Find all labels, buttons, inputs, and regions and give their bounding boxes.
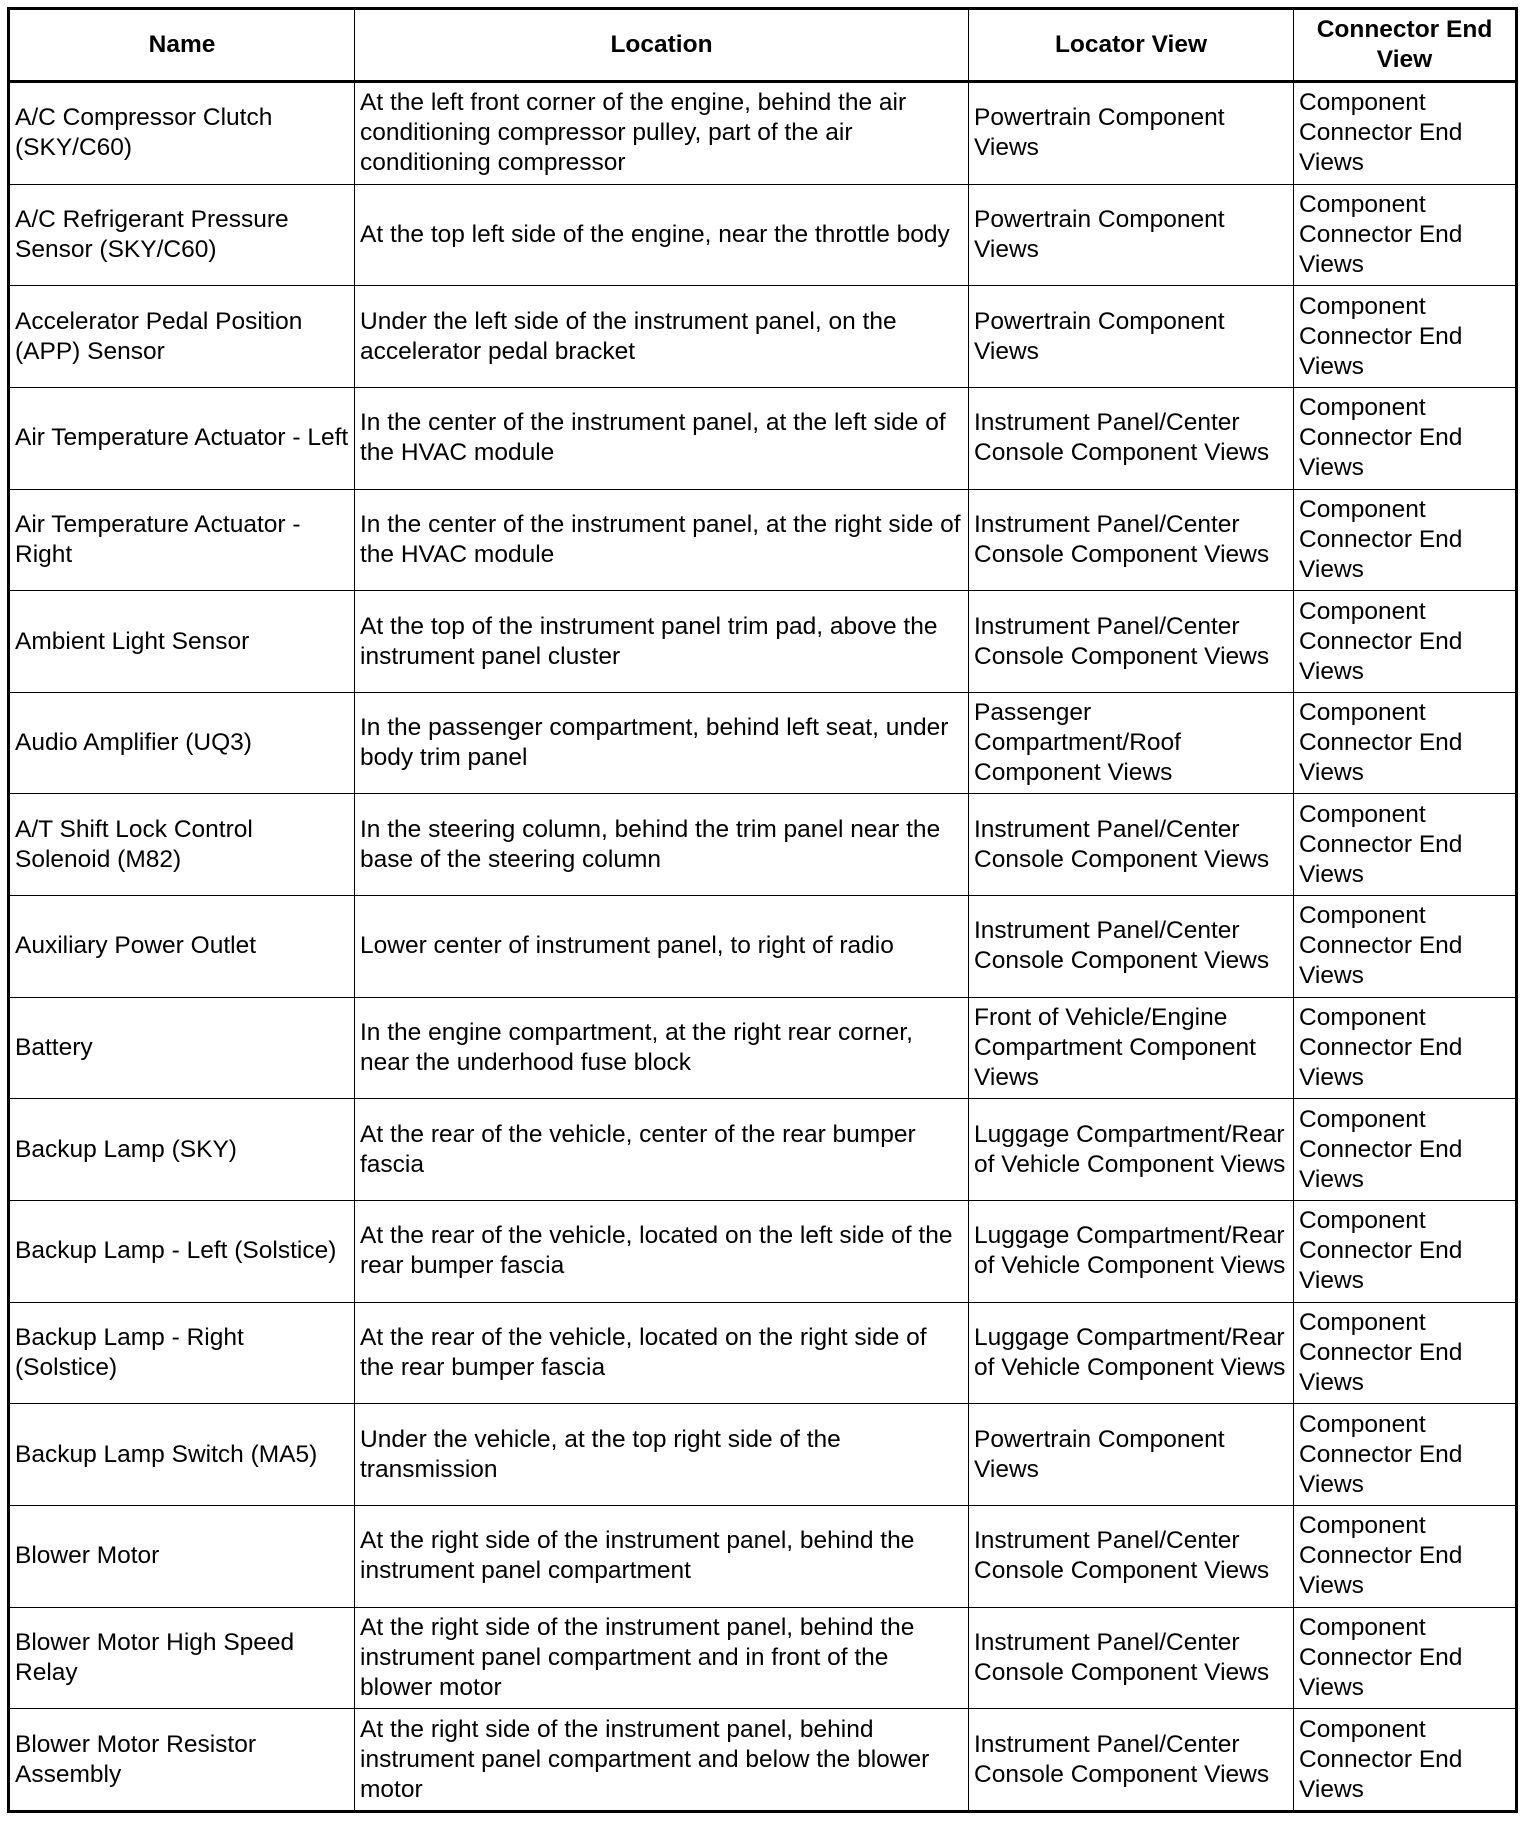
cell-name: Backup Lamp - Left (Solstice) [9, 1201, 355, 1303]
cell-location: In the center of the instrument panel, at the right side of the HVAC module [355, 489, 969, 591]
cell-location: Under the left side of the instrument panel, on the accelerator pedal bracket [355, 286, 969, 388]
cell-locator-view: Passenger Compartment/Roof Component Views [969, 692, 1294, 794]
table-row [9, 1607, 1517, 1709]
cell-location: At the rear of the vehicle, located on the left side of the rear bumper fascia [355, 1201, 969, 1303]
component-locator-table [7, 7, 1518, 1813]
cell-name: Backup Lamp Switch (MA5) [9, 1404, 355, 1506]
cell-locator-view: Front of Vehicle/Engine Compartment Component Views [969, 997, 1294, 1099]
cell-locator-view: Instrument Panel/Center Console Component Views [969, 1505, 1294, 1607]
cell-connector-end-view: Component Connector End Views [1294, 692, 1517, 794]
cell-connector-end-view: Component Connector End Views [1294, 184, 1517, 286]
cell-locator-view: Instrument Panel/Center Console Component Views [969, 1607, 1294, 1709]
cell-connector-end-view: Component Connector End Views [1294, 896, 1517, 998]
cell-name: A/C Compressor Clutch (SKY/C60) [9, 82, 355, 185]
cell-connector-end-view: Component Connector End Views [1294, 591, 1517, 693]
cell-name: Blower Motor High Speed Relay [9, 1607, 355, 1709]
cell-location: In the passenger compartment, behind left seat, under body trim panel [355, 692, 969, 794]
cell-connector-end-view: Component Connector End Views [1294, 794, 1517, 896]
cell-locator-view: Instrument Panel/Center Console Component Views [969, 489, 1294, 591]
table-row [9, 692, 1517, 794]
table-row [9, 1709, 1517, 1812]
cell-locator-view: Luggage Compartment/Rear of Vehicle Component Views [969, 1302, 1294, 1404]
cell-name: A/C Refrigerant Pressure Sensor (SKY/C60) [9, 184, 355, 286]
table-row [9, 1404, 1517, 1506]
cell-connector-end-view: Component Connector End Views [1294, 1201, 1517, 1303]
table-header [9, 9, 1517, 82]
table-row [9, 1505, 1517, 1607]
table-row [9, 82, 1517, 185]
table-body [9, 82, 1517, 1812]
header-location: Location [355, 9, 969, 82]
cell-location: Under the vehicle, at the top right side of the transmission [355, 1404, 969, 1506]
cell-locator-view: Luggage Compartment/Rear of Vehicle Component Views [969, 1201, 1294, 1303]
cell-location: In the engine compartment, at the right rear corner, near the underhood fuse block [355, 997, 969, 1099]
cell-connector-end-view: Component Connector End Views [1294, 1607, 1517, 1709]
cell-locator-view: Powertrain Component Views [969, 1404, 1294, 1506]
cell-location: At the rear of the vehicle, located on the right side of the rear bumper fascia [355, 1302, 969, 1404]
table-row [9, 184, 1517, 286]
table-row [9, 1201, 1517, 1303]
cell-locator-view: Instrument Panel/Center Console Component Views [969, 591, 1294, 693]
cell-locator-view: Instrument Panel/Center Console Component Views [969, 387, 1294, 489]
cell-location: In the center of the instrument panel, at the left side of the HVAC module [355, 387, 969, 489]
table-row [9, 794, 1517, 896]
cell-name: Battery [9, 997, 355, 1099]
cell-locator-view: Instrument Panel/Center Console Component Views [969, 896, 1294, 998]
cell-location: Lower center of instrument panel, to right of radio [355, 896, 969, 998]
cell-connector-end-view: Component Connector End Views [1294, 489, 1517, 591]
cell-locator-view: Powertrain Component Views [969, 82, 1294, 185]
cell-name: Audio Amplifier (UQ3) [9, 692, 355, 794]
table-row [9, 1099, 1517, 1201]
cell-location: At the rear of the vehicle, center of the rear bumper fascia [355, 1099, 969, 1201]
cell-connector-end-view: Component Connector End Views [1294, 387, 1517, 489]
cell-locator-view: Instrument Panel/Center Console Component Views [969, 794, 1294, 896]
cell-connector-end-view: Component Connector End Views [1294, 1709, 1517, 1812]
cell-locator-view: Instrument Panel/Center Console Component Views [969, 1709, 1294, 1812]
cell-location: In the steering column, behind the trim panel near the base of the steering column [355, 794, 969, 896]
cell-name: Accelerator Pedal Position (APP) Sensor [9, 286, 355, 388]
cell-connector-end-view: Component Connector End Views [1294, 1302, 1517, 1404]
header-locator-view: Locator View [969, 9, 1294, 82]
cell-connector-end-view: Component Connector End Views [1294, 997, 1517, 1099]
cell-location: At the top left side of the engine, near the throttle body [355, 184, 969, 286]
header-name: Name [9, 9, 355, 82]
cell-location: At the left front corner of the engine, behind the air conditioning compressor pulley, part of the air conditioning compressor [355, 82, 969, 185]
cell-connector-end-view: Component Connector End Views [1294, 82, 1517, 185]
table-row [9, 1302, 1517, 1404]
table-row [9, 896, 1517, 998]
cell-name: Blower Motor Resistor Assembly [9, 1709, 355, 1812]
cell-name: Blower Motor [9, 1505, 355, 1607]
cell-name: Auxiliary Power Outlet [9, 896, 355, 998]
cell-locator-view: Powertrain Component Views [969, 184, 1294, 286]
header-connector-end-view: Connector End View [1294, 9, 1517, 82]
table-row [9, 591, 1517, 693]
cell-name: Air Temperature Actuator - Left [9, 387, 355, 489]
cell-connector-end-view: Component Connector End Views [1294, 286, 1517, 388]
cell-connector-end-view: Component Connector End Views [1294, 1404, 1517, 1506]
table-row [9, 286, 1517, 388]
cell-name: A/T Shift Lock Control Solenoid (M82) [9, 794, 355, 896]
cell-name: Backup Lamp (SKY) [9, 1099, 355, 1201]
cell-location: At the top of the instrument panel trim pad, above the instrument panel cluster [355, 591, 969, 693]
cell-location: At the right side of the instrument panel, behind the instrument panel compartment and in front of the blower motor [355, 1607, 969, 1709]
cell-name: Air Temperature Actuator - Right [9, 489, 355, 591]
table-row [9, 489, 1517, 591]
header-row [9, 9, 1517, 82]
cell-name: Backup Lamp - Right (Solstice) [9, 1302, 355, 1404]
cell-locator-view: Powertrain Component Views [969, 286, 1294, 388]
cell-location: At the right side of the instrument panel, behind instrument panel compartment and below the blower motor [355, 1709, 969, 1812]
table-row [9, 387, 1517, 489]
cell-name: Ambient Light Sensor [9, 591, 355, 693]
cell-connector-end-view: Component Connector End Views [1294, 1505, 1517, 1607]
cell-location: At the right side of the instrument panel, behind the instrument panel compartment [355, 1505, 969, 1607]
cell-connector-end-view: Component Connector End Views [1294, 1099, 1517, 1201]
table-row [9, 997, 1517, 1099]
cell-locator-view: Luggage Compartment/Rear of Vehicle Component Views [969, 1099, 1294, 1201]
